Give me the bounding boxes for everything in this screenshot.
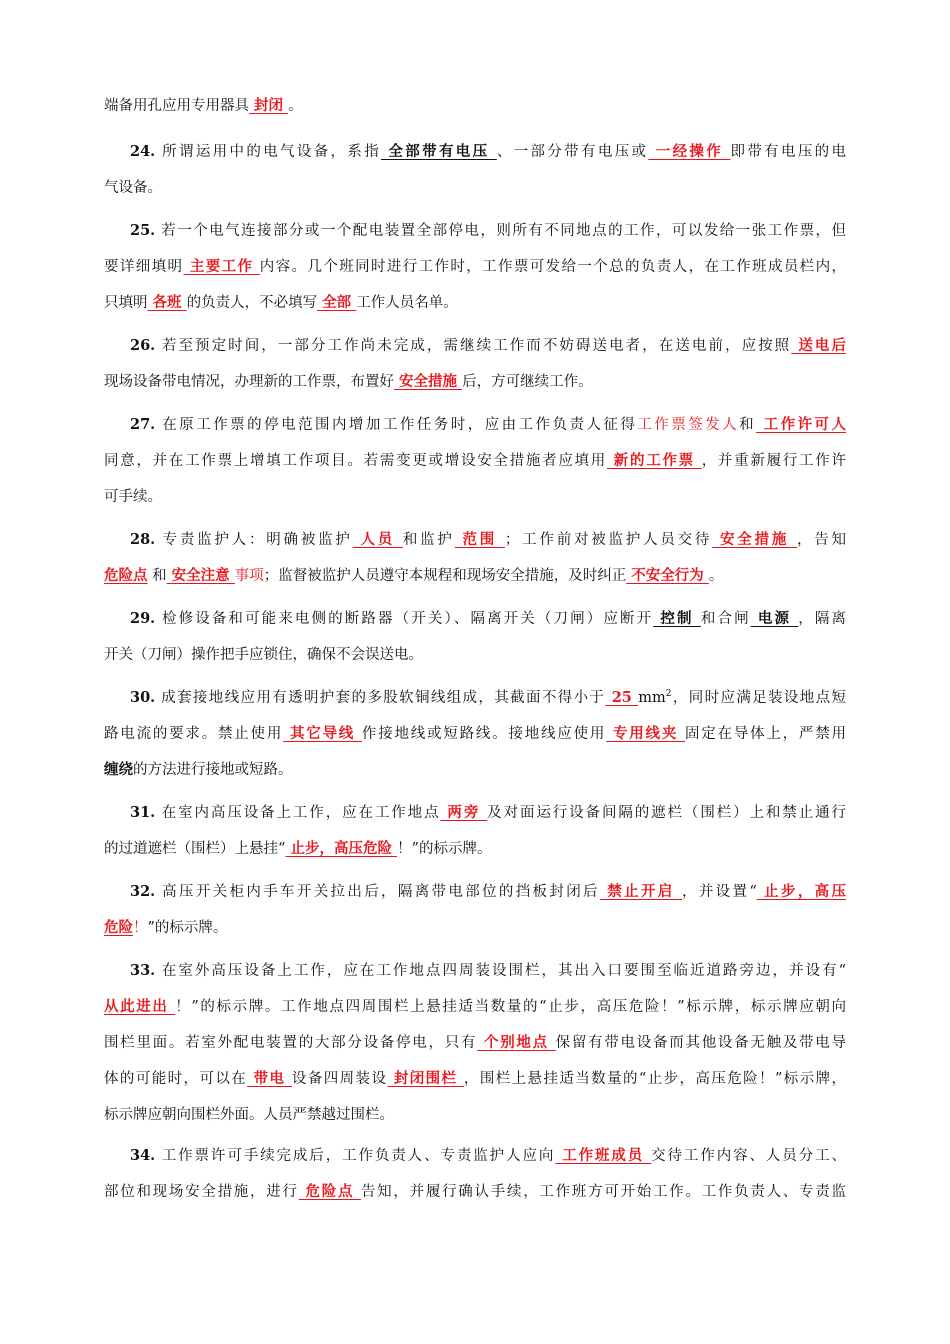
answer-blank: 一经操作 <box>648 143 731 160</box>
paragraph-26: 26. 若至预定时间，一部分工作尚未完成，需继续工作而不妨碍送电者，在送电前，应按照 送电后 现场设备带电情况，办理新的工作票，布置好 安全措施 后，方可继续工作。 <box>104 337 846 390</box>
red-term: 工作票签发人 <box>637 417 740 433</box>
answer-blank: 控制 <box>653 610 701 627</box>
answer-blank: 主要工作 <box>183 258 260 275</box>
answer-blank: 各班 <box>147 294 187 311</box>
answer-blank: 工作许可人 <box>756 416 847 433</box>
paragraph-34: 34. 工作票许可手续完成后，工作负责人、专责监护人应向 工作班成员 交待工作内容、人员分工、 部位和现场安全措施，进行 危险点 告知，并履行确认手续，工作班方可开始工作。工作负责人、专责监 <box>104 1147 847 1200</box>
answer-blank: 危险点 <box>104 567 148 584</box>
answer-blank: 电源 <box>750 610 799 627</box>
answer-blank: 其它导线 <box>283 725 362 742</box>
paragraph-28: 28. 专责监护人：明确被监护 人员 和监护 范围 ；工作前对被监护人员交待 安全措施 ，告知 危险点 和 安全注意 事项；监督被监护人员遵守本规程和现场安全措施，及时纠正 不安全行为 。 <box>104 531 847 584</box>
answer-blank: 带电 <box>247 1070 292 1087</box>
answer-blank: 送电后 <box>791 337 846 354</box>
paragraph-23-tail: 端备用孔应用专用器具 封闭 。 <box>104 97 303 114</box>
answer-blank: 禁止开启 <box>599 883 682 900</box>
paragraph-31: 31. 在室内高压设备上工作，应在工作地点 两旁 及对面运行设备间隔的遮栏（围栏）上和禁止通行 的过道遮栏（围栏）上悬挂“ 止步，高压危险 ！”的标示牌。 <box>104 804 846 857</box>
answer-blank: 专用线夹 <box>606 725 685 742</box>
answer-blank: 新的工作票 <box>607 452 702 469</box>
paragraph-29: 29. 检修设备和可能来电侧的断路器（开关）、隔离开关（刀闸）应断开 控制 和合闸 电源 ，隔离 开关（刀闸）操作把手应锁住，确保不会误送电。 <box>104 610 847 663</box>
answer-blank: 止步，高压 <box>756 883 846 900</box>
paragraph-24: 24. 所谓运用中的电气设备，系指 全部带有电压 、一部分带有电压或 一经操作 即带有电压的电 气设备。 <box>104 143 847 196</box>
answer-blank: 两旁 <box>440 804 488 821</box>
answer-blank: 止步，高压危险 <box>285 840 398 857</box>
answer-blank: 全部带有电压 <box>381 143 497 160</box>
paragraph-25: 25. 若一个电气连接部分或一个配电装置全部停电，则所有不同地点的工作，可以发给一张工作票，但 要详细填明 主要工作 内容。几个班同时进行工作时，工作票可发给一个总的负责人，在工作班成员栏内， 只填明 各班 的负责人，不必填写 全部 工作人员名单。 <box>104 222 846 311</box>
answer-blank: 全部 <box>317 294 357 311</box>
answer-blank: 从此进出 <box>104 998 176 1015</box>
answer-blank: 安全措施 <box>394 373 463 390</box>
answer-blank: 个别地点 <box>477 1034 556 1051</box>
answer-blank: 封闭 <box>249 97 289 114</box>
answer-blank: 人员 <box>352 531 403 548</box>
answer-blank: 安全措施 <box>712 531 797 548</box>
red-term: 事项 <box>234 568 264 584</box>
answer-blank: 25 <box>605 689 639 706</box>
paragraph-33: 33. 在室外高压设备上工作，应在工作地点四周装设围栏，其出入口要围至临近道路旁边，并设有“ 从此进出 ！”的标示牌。工作地点四周围栏上悬挂适当数量的“止步，高压危险！”标示牌，标示牌应朝向 围栏里面。若室外配电装置的大部分设备停电，只有 个别地点 保留有带电设备而其他设备无触及带电导 体的可能时，可以在 带电 设备四周装设 封闭围栏 ，围栏上悬挂适当数量的“止步，高压危险！”标示牌， 标示牌应朝向围栏外面。人员严禁越过围栏。 <box>104 962 847 1123</box>
answer-blank: 封闭围栏 <box>387 1070 464 1087</box>
answer-blank: 范围 <box>454 531 505 548</box>
answer-blank: 不安全行为 <box>626 567 709 584</box>
paragraph-32: 32. 高压开关柜内手车开关拉出后，隔离带电部位的挡板封闭后 禁止开启 ，并设置“ 止步，高压 危险！”的标示牌。 <box>104 883 846 936</box>
paragraph-27: 27. 在原工作票的停电范围内增加工作任务时，应由工作负责人征得工作票签发人和 工作许可人 同意，并在工作票上增填工作项目。若需变更或增设安全措施者应填用 新的工作票 ，并重新履行工作许 可手续。 <box>104 416 847 505</box>
answer-blank: 危险 <box>104 919 133 936</box>
answer-blank: 工作班成员 <box>555 1147 652 1164</box>
paragraph-30: 30. 成套接地线应用有透明护套的多股软铜线组成，其截面不得小于 25 $mm^2$，同时应满足装设地点短 路电流的要求。禁止使用 其它导线 作接地线或短路线。接地线应使用 专用线夹 固定在导体上，严禁用 缠绕的方法进行接地或短路。 <box>104 689 846 778</box>
answer-blank: 危险点 <box>298 1183 361 1200</box>
answer-blank: 安全注意 <box>166 567 235 584</box>
